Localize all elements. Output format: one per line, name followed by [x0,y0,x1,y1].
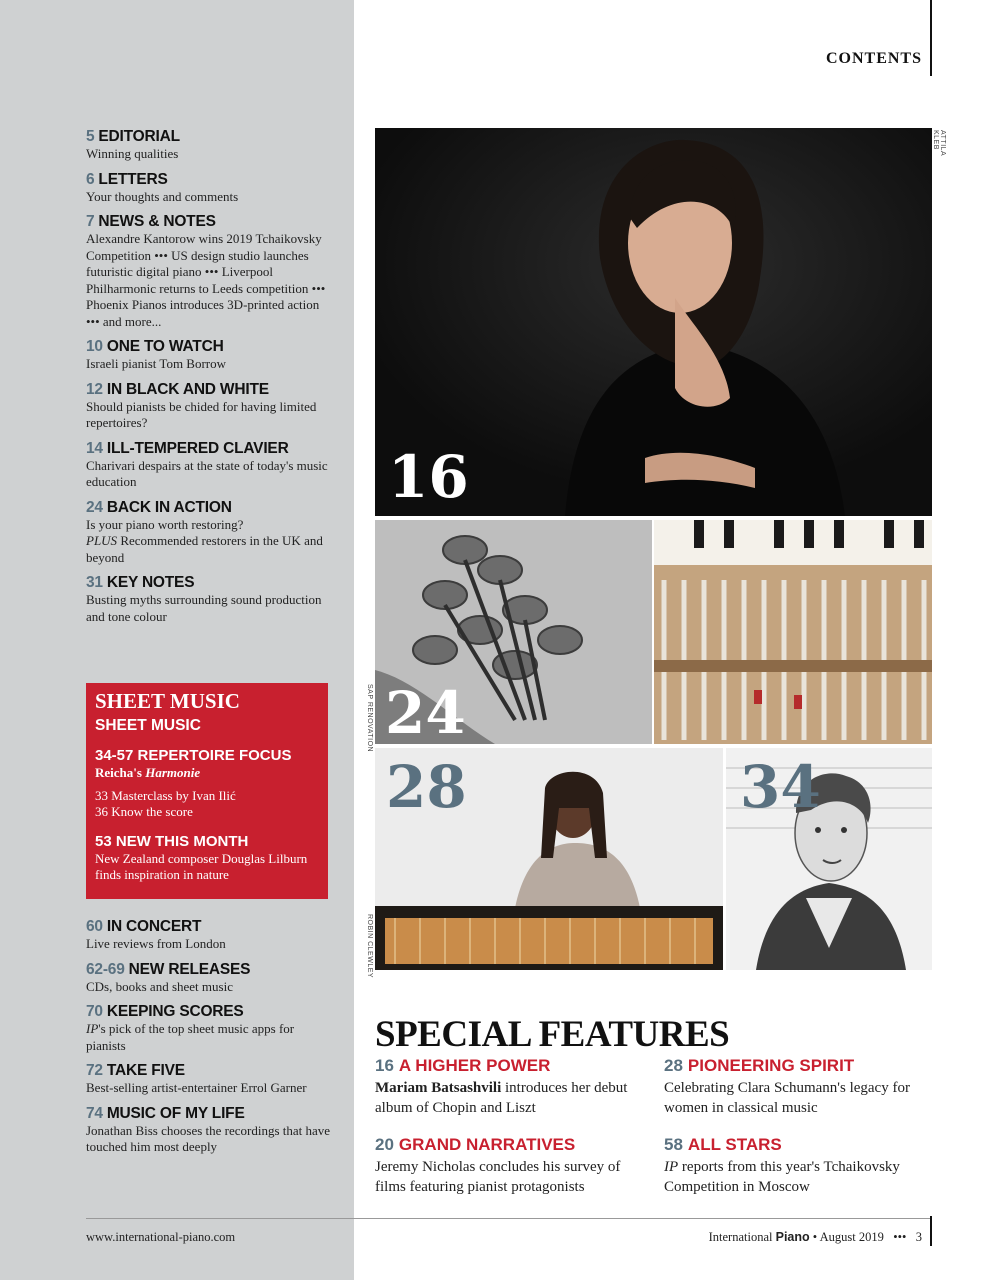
new-this-month-heading: 53 NEW THIS MONTH [95,832,249,850]
toc-title: NEWS & NOTES [98,213,216,230]
header-rule [930,0,932,76]
toc-title: LETTERS [98,170,168,188]
feature-number-34: 34 [740,753,821,821]
toc-entry-editorial[interactable] [86,128,336,163]
toc-page-number: 60 [86,918,103,935]
toc-title: IN CONCERT [106,918,202,935]
toc-entry-news[interactable] [86,213,336,330]
feature-photo-24-action[interactable] [654,520,932,744]
piano-action-image [654,520,932,744]
toc-page-number: 62-69 [86,960,125,978]
sheet-music-box[interactable] [86,683,328,899]
toc-entry-letters[interactable] [86,171,336,206]
photo-credit: ATTILA KLEB [932,130,946,156]
toc-description: Live reviews from London [86,936,226,951]
dots-icon: ••• [893,1230,907,1244]
page-title: CONTENTS [825,50,922,67]
feature-description: IP reports from this year's Tchaikovsky Competition in Moscow [664,1159,900,1195]
toc-page-number: 6 [86,170,95,188]
toc-description: Busting myths surrounding sound production and tone colour [86,592,322,624]
masterclass-line: 33 Masterclass by Ivan Ilić [95,787,236,803]
repertoire-focus-desc: Reicha's Harmonie [95,765,201,780]
know-the-score-line: 36 Know the score [95,804,193,819]
sheet-music-subtitle: SHEET MUSIC [95,717,201,734]
toc-description: Alexandre Kantorow wins 2019 Tchaikovsky Competition ••• US design studio launches futuristic digital piano ••• Liverpool Philharmonic returns to Leeds competition ••• Phoenix Pianos introduces 3D-printed action ••• and more... [86,231,326,329]
feature-number-24: 24 [385,679,466,747]
footer-vertical-rule [930,1216,932,1246]
toc-description: Your thoughts and comments [86,188,239,204]
toc-title: ILL-TEMPERED CLAVIER [106,439,289,457]
toc-description: Should pianists be chided for having limited repertoires? [86,398,317,430]
toc-entry-back-in-action[interactable] [86,499,336,567]
repertoire-focus-heading: 34-57 REPERTOIRE FOCUS [95,747,292,764]
toc-title: KEY NOTES [106,574,195,591]
toc-list-secondary [86,918,336,1164]
toc-page-number: 31 [86,574,103,591]
toc-entry-in-concert[interactable] [86,918,336,953]
feature-number-28: 28 [386,753,467,821]
toc-description: Is your piano worth restoring? PLUS Recommended restorers in the UK and beyond [86,516,323,565]
toc-title: MUSIC OF MY LIFE [106,1104,245,1122]
toc-page-number: 74 [86,1104,103,1122]
toc-page-number: 12 [86,380,103,398]
toc-title: NEW RELEASES [128,960,251,978]
toc-entry-ill-tempered[interactable] [86,440,336,491]
toc-description: Winning qualities [86,146,179,161]
photo-credit: ROBIN CLEWLEY [366,914,373,979]
toc-description: CDs, books and sheet music [86,978,233,994]
feature-grand-narratives[interactable]: 20 GRAND NARRATIVES Jeremy Nicholas concludes his survey of films featuring pianist protagonists [375,1135,645,1197]
toc-page-number: 70 [86,1003,103,1020]
feature-pioneering-spirit[interactable]: 28 PIONEERING SPIRIT Celebrating Clara Schumann's legacy for women in classical music [664,1056,934,1118]
footer-folio: International Piano • August 2019 ••• 3 [708,1230,922,1244]
toc-entry-one-to-watch[interactable] [86,338,336,373]
feature-all-stars[interactable]: 58 ALL STARS IP reports from this year's Tchaikovsky Competition in Moscow [664,1135,934,1197]
toc-description: Jonathan Biss chooses the recordings that have touched him most deeply [86,1122,331,1154]
feature-description: Jeremy Nicholas concludes his survey of films featuring pianist protagonists [375,1159,621,1195]
toc-entry-new-releases[interactable] [86,961,336,996]
footer-url[interactable]: www.international-piano.com [86,1230,236,1244]
special-features-title: SPECIAL FEATURES [375,1014,730,1055]
toc-description: IP's pick of the top sheet music apps for pianists [86,1021,295,1053]
feature-description: Celebrating Clara Schumann's legacy for women in classical music [664,1080,910,1116]
toc-entry-keeping-scores[interactable] [86,1003,336,1054]
toc-page-number: 5 [86,128,95,145]
footer-rule [86,1218,932,1219]
sheet-music-title: SHEET MUSIC [95,689,240,713]
toc-page-number: 72 [86,1062,103,1079]
toc-title: ONE TO WATCH [106,338,224,355]
toc-page-number: 7 [86,213,95,230]
toc-entry-key-notes[interactable] [86,574,336,625]
toc-title: IN BLACK AND WHITE [106,380,269,398]
toc-title: TAKE FIVE [106,1062,185,1079]
feature-higher-power[interactable]: 16 A HIGHER POWER Mariam Batsashvili introduces her debut album of Chopin and Liszt [375,1056,645,1118]
feature-description: Mariam Batsashvili introduces her debut album of Chopin and Liszt [375,1080,628,1116]
toc-entry-black-white[interactable] [86,381,336,432]
toc-page-number: 10 [86,338,103,355]
toc-entry-take-five[interactable] [86,1062,336,1097]
toc-entry-music-of-my-life[interactable] [86,1105,336,1156]
toc-title: BACK IN ACTION [106,498,232,516]
toc-title: KEEPING SCORES [106,1003,244,1020]
new-this-month-desc: New Zealand composer Douglas Lilburn finds inspiration in nature [95,850,308,882]
page-number: 3 [915,1230,922,1244]
toc-description: Best-selling artist-entertainer Errol Garner [86,1080,307,1095]
feature-number-16: 16 [388,443,469,511]
toc-description: Israeli pianist Tom Borrow [86,356,227,371]
photo-credit: SAP RENOVATION [366,684,373,753]
toc-list [86,128,336,633]
toc-description: Charivari despairs at the state of today's music education [86,457,328,489]
toc-page-number: 14 [86,439,103,457]
toc-page-number: 24 [86,498,103,516]
toc-title: EDITORIAL [98,128,180,145]
